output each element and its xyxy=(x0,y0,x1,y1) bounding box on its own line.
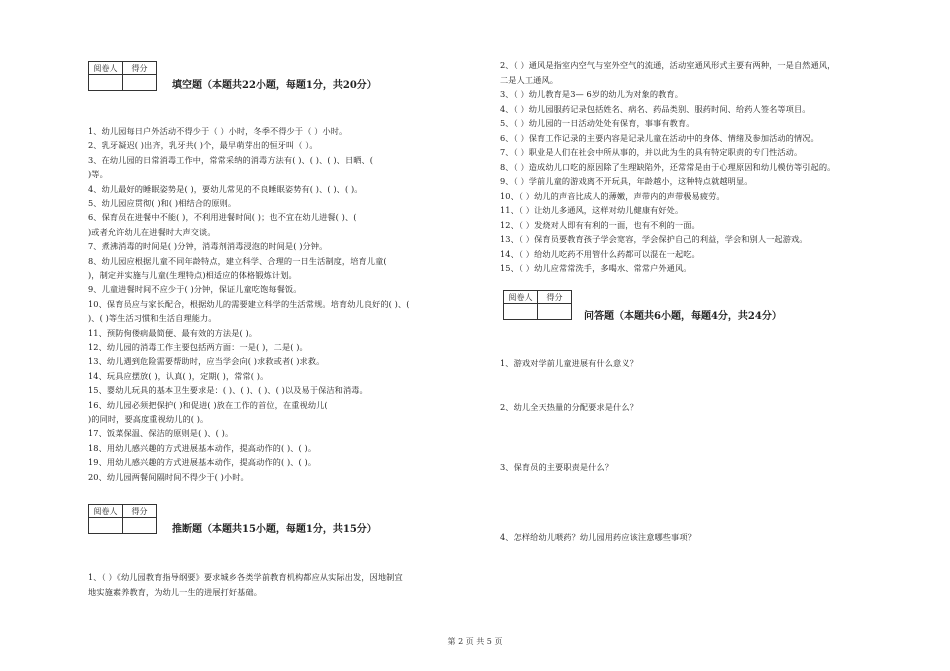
question-line: 9、（ ）学前儿童的游戏离不开玩具，年龄越小，这种特点就越明显。 xyxy=(500,176,753,186)
score-box-fill xyxy=(88,61,157,91)
page-footer: 第 2 页 共 5 页 xyxy=(447,637,503,646)
score-label: 得分 xyxy=(123,505,157,518)
score-cell[interactable] xyxy=(123,518,157,534)
score-cell[interactable] xyxy=(538,304,572,320)
score-label: 得分 xyxy=(123,62,157,75)
question-line: 12、（ ）发烧对人即有有利的一面，也有不利的一面。 xyxy=(500,219,700,230)
question-line: 12、幼儿园的消毒工作主要包括两方面：一是( )，二是( )。 xyxy=(88,342,308,352)
question-line: 13、（ ）保育员要教育孩子学会宽容，学会保护自己的利益，学会和别人一起游戏。 xyxy=(500,234,808,244)
question-line: 19、用幼儿感兴趣的方式进展基本动作，提高动作的( )、( )。 xyxy=(88,457,317,468)
score-label: 得分 xyxy=(538,291,572,304)
section-title-fill: 填空题（本题共22小题，每题1分，共20分） xyxy=(172,80,377,91)
question-line: )或者允许幼儿在进餐时大声交谈。 xyxy=(88,226,216,237)
question-line: )等。 xyxy=(88,169,108,180)
question-line: 5、（ ）幼儿园的一日活动处处有保育，事事有教育。 xyxy=(500,118,695,128)
qa-question: 3、保育员的主要职责是什么？ xyxy=(500,462,614,472)
question-line: 8、幼儿园应根据儿童不同年龄特点，建立科学、合理的一日生活制度，培育儿童( xyxy=(88,255,387,266)
question-line: 4、（ ）幼儿园服药记录包括姓名、病名、药品类别、服药时间、给药人签名等项目。 xyxy=(500,103,811,114)
question-line: 7、煮沸消毒的时间是( )分钟，消毒剂消毒浸泡的时间是( )分钟。 xyxy=(88,241,328,252)
question-line: 1、（ ）《幼儿园教育指导纲要》要求城乡各类学前教育机构都应从实际出发，因地制宜 xyxy=(88,572,403,582)
question-line: )、( )等生活习惯和生活自理能力。 xyxy=(88,313,217,324)
reviewer-label: 阅卷人 xyxy=(89,505,123,518)
reviewer-cell[interactable] xyxy=(504,304,538,320)
question-line: 10、保育员应与家长配合，根据幼儿的需要建立科学的生活常规。培育幼儿良好的( )、( xyxy=(88,298,410,309)
question-line: 7、（ ）职业是人们在社会中所从事的，并以此为生的具有特定职责的专门性活动。 xyxy=(500,147,803,157)
question-line: 5、幼儿园应贯彻( )和( )相结合的原则。 xyxy=(88,198,237,208)
question-line: 1、幼儿园每日户外活动不得少于（ ）小时，冬季不得少于（ ）小时。 xyxy=(88,126,348,136)
reviewer-label: 阅卷人 xyxy=(89,62,123,75)
question-line: 2、（ ）通风是指室内空气与室外空气的流通，活动室通风形式主要有两种，一是自然通风， xyxy=(500,60,836,70)
question-line: 16、幼儿园必须把保护( )和促进( )放在工作的首位，在重视幼儿( xyxy=(88,399,328,410)
question-line: 3、在幼儿园的日常消毒工作中，常常采纳的消毒方法有( )、( )、( )、日晒、( xyxy=(88,154,374,165)
question-line: 17、饭菜保温、保洁的原则是( )、( )。 xyxy=(88,428,234,439)
question-line: 6、保育员在进餐中不能( )，不利用进餐时间( )；也不宜在幼儿进餐( )、( xyxy=(88,212,357,223)
question-line: 9、儿童进餐时间不应少于( )分钟，保证儿童吃饱每餐饭。 xyxy=(88,284,302,295)
question-line: 地实施素养教育，为幼儿一生的进展打好基础。 xyxy=(88,586,263,597)
qa-question: 4、怎样给幼儿喂药？幼儿园用药应该注意哪些事项？ xyxy=(500,532,696,542)
question-line: 2、乳牙凝迟( )出齐，乳牙共( )个，最早萌芽出的恒牙叫（ ）。 xyxy=(88,140,318,151)
question-line: 11、（ ）让幼儿多通风，这样对幼儿健康有好处。 xyxy=(500,205,684,215)
qa-question: 1、游戏对学前儿童进展有什么意义？ xyxy=(500,358,638,368)
section-title-judge: 推断题（本题共15小题，每题1分，共15分） xyxy=(172,524,377,535)
question-line: )，制定并实施与儿童(生理特点)相适应的体格锻炼计划。 xyxy=(88,270,297,280)
question-line: 11、预防佝偻病最简便、最有效的方法是( )。 xyxy=(88,327,258,338)
question-line: 15、（ ）幼儿应常常洗手，多喝水、常常户外通风。 xyxy=(500,263,692,273)
question-line: 20、幼儿园两餐间隔时间不得少于( )小时。 xyxy=(88,471,249,482)
score-box-qa xyxy=(503,290,572,320)
reviewer-cell[interactable] xyxy=(89,75,123,91)
question-line: 14、（ ）给幼儿吃药不用管什么药都可以混在一起吃。 xyxy=(500,248,700,259)
question-line: 8、（ ）造成幼儿口吃的原因除了生理缺陷外，还常常是由于心理原因和幼儿模仿等引起的。 xyxy=(500,161,836,172)
question-line: 13、幼儿遇到危险需要帮助时，应当学会向( )求救或者( )求救。 xyxy=(88,356,325,367)
section-title-qa: 问答题（本题共6小题，每题4分，共24分） xyxy=(584,311,782,322)
score-box-judge xyxy=(88,504,157,534)
question-line: 二是人工通风。 xyxy=(500,74,559,85)
reviewer-label: 阅卷人 xyxy=(504,291,538,304)
qa-question: 2、幼儿全天热量的分配要求是什么？ xyxy=(500,402,638,412)
question-line: 15、婴幼儿玩具的基本卫生要求是：( )、( )、( )、( )以及易于保洁和消毒。 xyxy=(88,385,368,396)
question-line: 3、（ ）幼儿教育是3— 6岁的幼儿为对象的教育。 xyxy=(500,89,683,99)
question-line: 4、幼儿最好的睡眠姿势是( )，要幼儿常见的不良睡眠姿势有( )、( )、( )。 xyxy=(88,183,363,194)
score-cell[interactable] xyxy=(123,75,157,91)
reviewer-cell[interactable] xyxy=(89,518,123,534)
question-line: 14、玩具应摆放( )，认真( )，定期( )，常常( )。 xyxy=(88,370,269,381)
question-line: 6、（ ）保育工作记录的主要内容是记录儿童在活动中的身体、情绪及参加活动的情况。 xyxy=(500,132,819,143)
question-line: )的同时，要高度重视幼儿的( )。 xyxy=(88,414,209,424)
question-line: 10、（ ）幼儿的声音比成人的薄嫩，声带内的声带极易疲劳。 xyxy=(500,190,725,201)
question-line: 18、用幼儿感兴趣的方式进展基本动作，提高动作的( )、( )。 xyxy=(88,442,317,453)
